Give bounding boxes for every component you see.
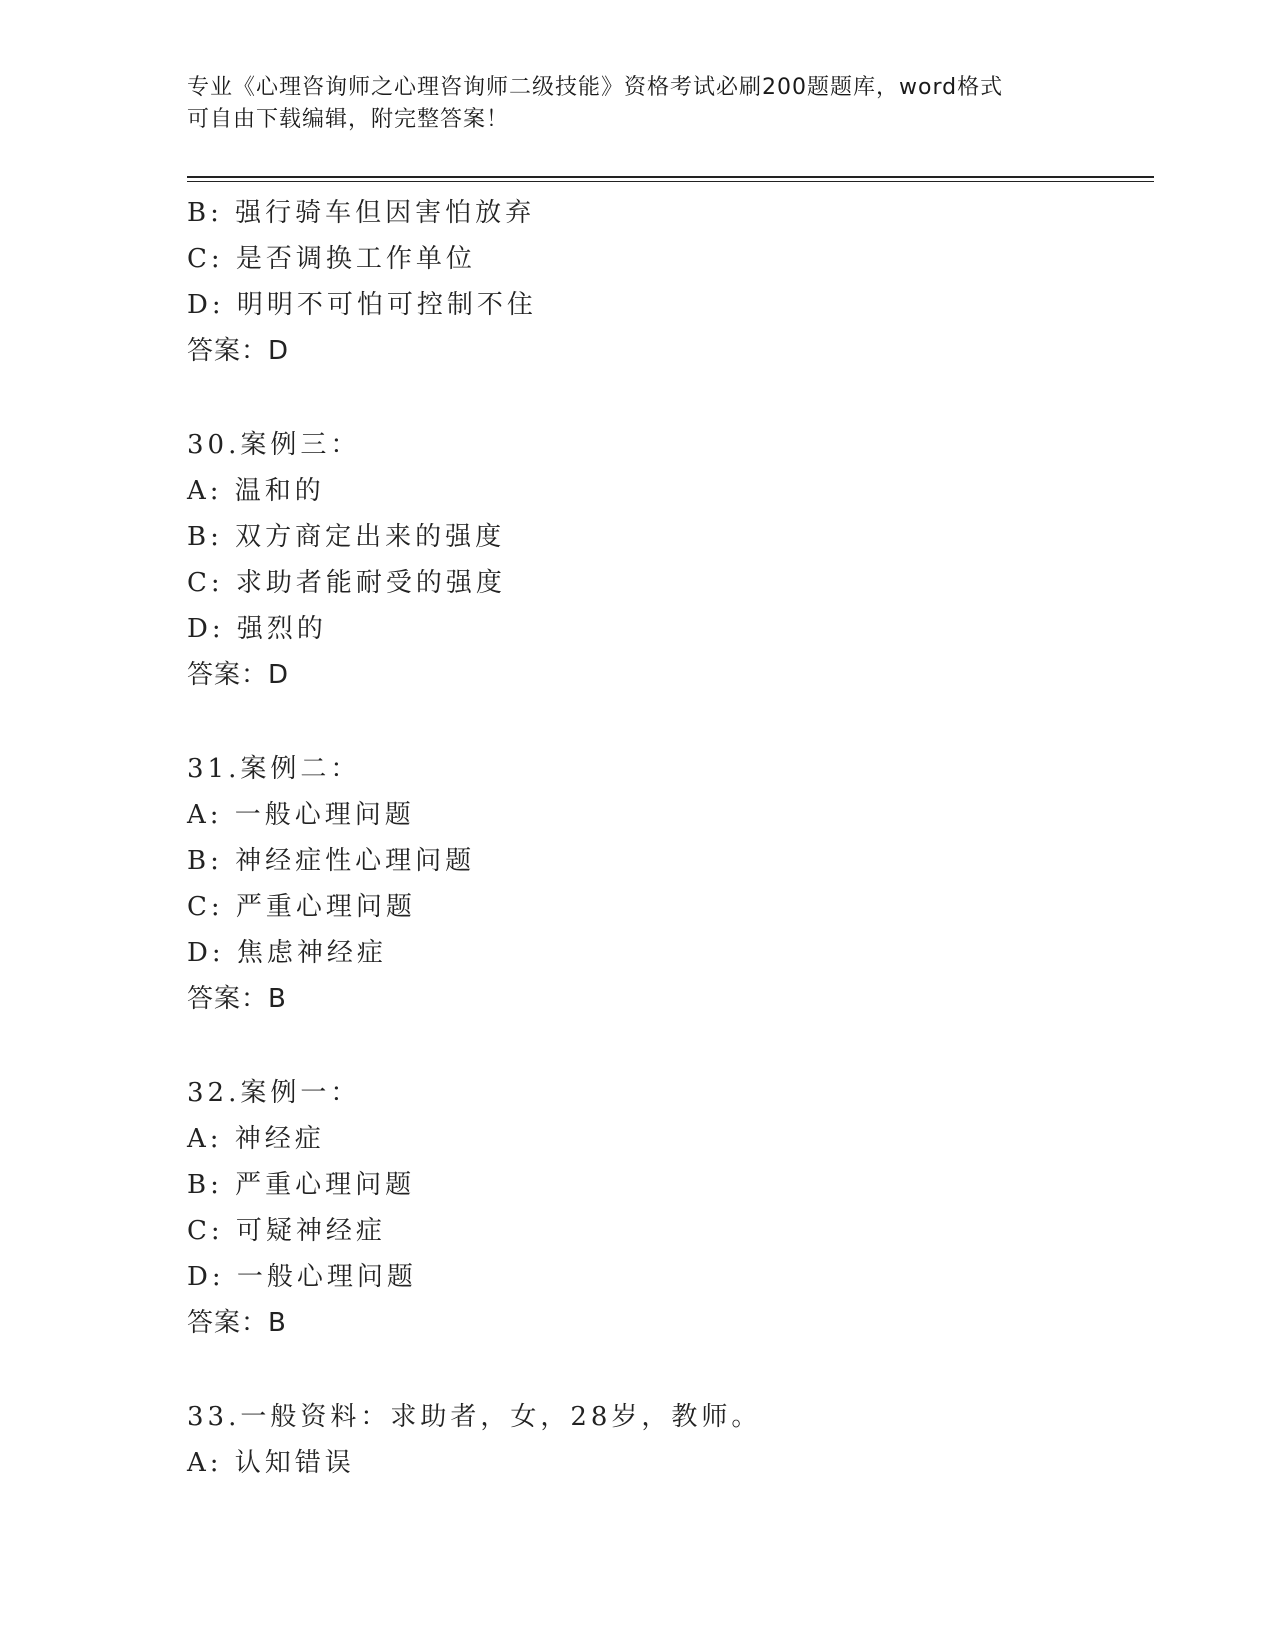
question-block	[187, 1394, 1147, 1486]
option-line: D: 一般心理问题	[187, 1262, 417, 1292]
question-stem: 30.案例三：	[187, 430, 361, 460]
question-stem: 33.一般资料：求助者，女，28岁，教师。	[187, 1402, 762, 1432]
answer-line: 答案：D	[187, 336, 290, 366]
option-line: C: 严重心理问题	[187, 892, 416, 922]
header-divider-thick	[187, 176, 1154, 178]
question-block	[187, 190, 1147, 374]
option-line: D: 焦虑神经症	[187, 938, 387, 968]
block-spacer	[187, 374, 1147, 422]
option-line: D: 强烈的	[187, 614, 327, 644]
option-line: A: 神经症	[187, 1124, 325, 1154]
document-header	[187, 72, 1087, 136]
option-line: B: 强行骑车但因害怕放弃	[187, 198, 536, 228]
answer-line: 答案：D	[187, 660, 290, 690]
option-line: C: 求助者能耐受的强度	[187, 568, 506, 598]
option-line: A: 一般心理问题	[187, 800, 415, 830]
answer-line: 答案：B	[187, 1308, 287, 1338]
question-stem: 32.案例一：	[187, 1078, 361, 1108]
option-line: A: 温和的	[187, 476, 325, 506]
header-line-2: 可自由下载编辑，附完整答案！	[187, 107, 510, 132]
answer-line: 答案：B	[187, 984, 287, 1014]
header-line-1: 专业《心理咨询师之心理咨询师二级技能》资格考试必刷200题题库，word格式	[187, 75, 1004, 100]
question-stem: 31.案例二：	[187, 754, 361, 784]
block-spacer	[187, 698, 1147, 746]
question-list	[187, 190, 1147, 1486]
question-block	[187, 422, 1147, 698]
header-divider-thin	[187, 181, 1154, 182]
question-block	[187, 1070, 1147, 1346]
option-line: B: 神经症性心理问题	[187, 846, 476, 876]
option-line: D: 明明不可怕可控制不住	[187, 290, 537, 320]
option-line: B: 双方商定出来的强度	[187, 522, 506, 552]
option-line: B: 严重心理问题	[187, 1170, 416, 1200]
block-spacer	[187, 1346, 1147, 1394]
block-spacer	[187, 1022, 1147, 1070]
option-line: A: 认知错误	[187, 1448, 355, 1478]
option-line: C: 可疑神经症	[187, 1216, 386, 1246]
option-line: C: 是否调换工作单位	[187, 244, 476, 274]
question-block	[187, 746, 1147, 1022]
